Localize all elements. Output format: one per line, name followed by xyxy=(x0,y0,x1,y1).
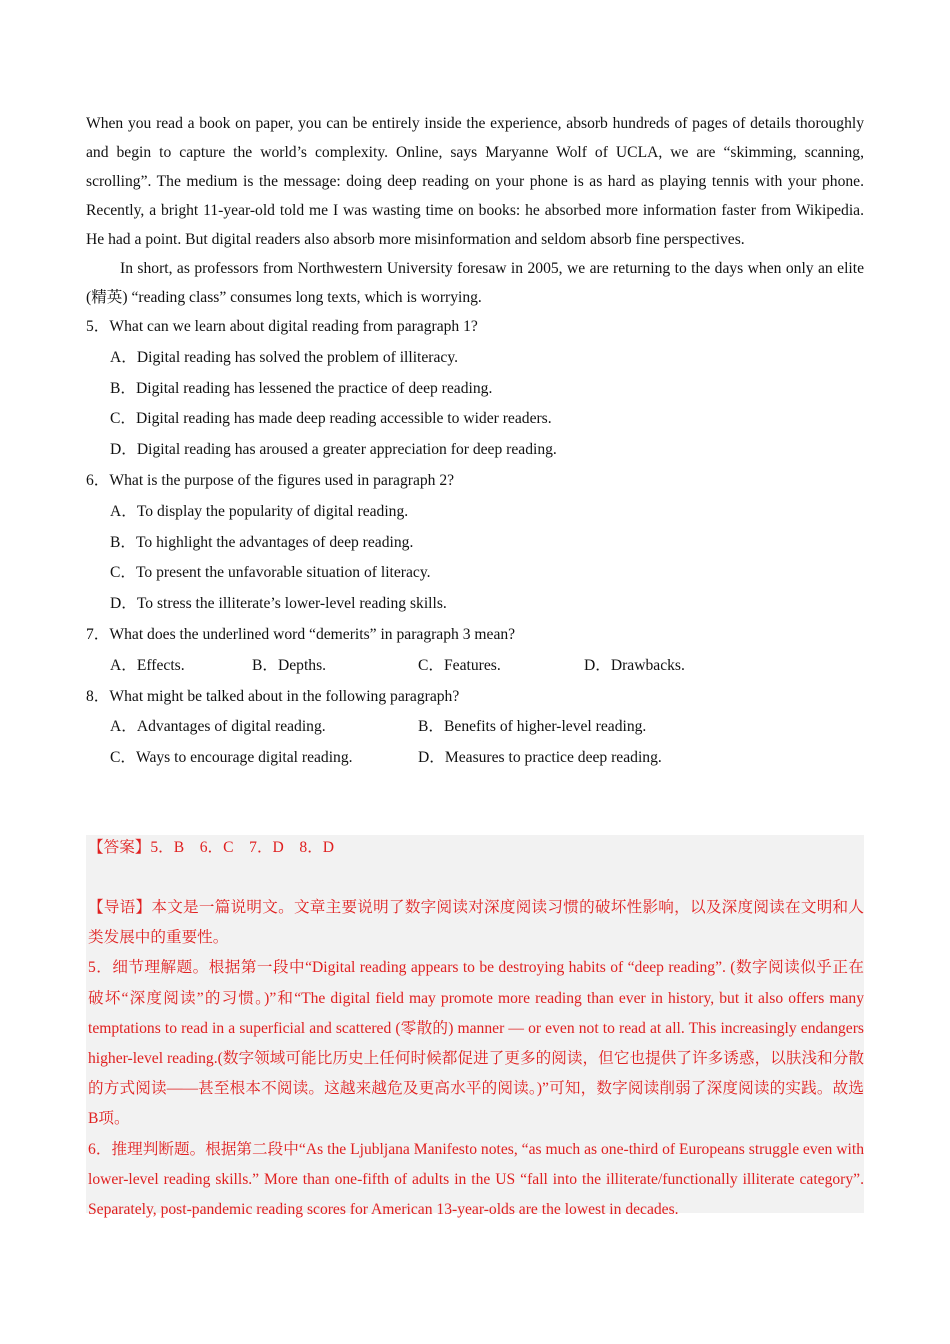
question-8 xyxy=(86,682,864,774)
question-stem: 8．What might be talked about in the following paragraph? xyxy=(86,687,460,705)
options-row xyxy=(86,712,864,743)
question-6 xyxy=(86,466,864,620)
option-d: D．Digital reading has aroused a greater appreciation for deep reading. xyxy=(110,441,557,459)
option-a: A．To display the popularity of digital reading. xyxy=(110,502,409,520)
option-c: C．To present the unfavorable situation of literacy. xyxy=(110,564,431,582)
options-row xyxy=(86,651,864,682)
option-a: A．Effects. xyxy=(110,656,185,674)
option-b: B．To highlight the advantages of deep reading. xyxy=(110,533,414,551)
option-d: D．Drawbacks. xyxy=(584,656,685,674)
paragraph-1: When you read a book on paper, you can be entirely inside the experience, absorb hundreds of pages of details thoroughly and begin to capture the world’s complexity. Online, says Maryanne Wolf of UCLA, we are “skimming, scanning, scrolling”. The medium is the message: doing deep reading on your phone is as hard as playing tennis with your phone. Recently, a bright 11-year-old told me I was wasting time on books: he absorbed more information faster from Wikipedia. He had a point. But digital readers also absorb more misinformation and seldom absorb fine perspectives. xyxy=(86,115,864,248)
option-b: B．Benefits of higher-level reading. xyxy=(418,718,647,736)
option-b: B．Depths. xyxy=(252,656,327,674)
option-a: A．Advantages of digital reading. xyxy=(110,718,326,736)
option-a: A．Digital reading has solved the problem of illiteracy. xyxy=(110,348,459,366)
explanation-5: 5．细节理解题。根据第一段中“Digital reading appears to be destroying habits of “deep reading”. (数字阅读似乎正在破坏“深度阅读”的习惯。)”和“The digital field may promote more reading than ever in history, but it also offers many temptations to read in a superficial and scattered (零散的) manner — or even not to read at all. This increasingly endangers higher-level reading.(数字领域可能比历史上任何时候都促进了更多的阅读，但它也提供了许多诱惑，以肤浅和分散的方式阅读——甚至根本不阅读。这越来越危及更高水平的阅读。)”可知，数字阅读削弱了深度阅读的实践。故选B项。 xyxy=(88,959,864,1128)
options-row xyxy=(86,743,864,774)
explanation-6: 6．推理判断题。根据第二段中“As the Ljubljana Manifesto notes, “as much as one-third of Europeans struggle even with lower-level reading skills.” More than one-fifth of adults in the US “fall into the illiterate/functionally illiterate category”. Separately, post-pandemic reading scores for American 13-year-olds are the lowest in decades. xyxy=(88,1140,864,1219)
option-d: D．To stress the illiterate’s lower-level reading skills. xyxy=(110,595,447,613)
answer-key: 【答案】5．B 6．C 7．D 8．D xyxy=(88,839,335,856)
question-7 xyxy=(86,620,864,682)
option-c: C．Features. xyxy=(418,656,501,674)
question-stem: 6．What is the purpose of the figures used in paragraph 2? xyxy=(86,471,455,489)
option-c: C．Digital reading has made deep reading accessible to wider readers. xyxy=(110,410,552,428)
guide-text: 【导语】本文是一篇说明文。文章主要说明了数字阅读对深度阅读习惯的破坏性影响，以及深度阅读在文明和人类发展中的重要性。 xyxy=(88,899,864,947)
option-b: B．Digital reading has lessened the practice of deep reading. xyxy=(110,379,493,397)
question-stem: 7．What does the underlined word “demerits” in paragraph 3 mean? xyxy=(86,625,516,643)
question-5 xyxy=(86,312,864,466)
answer-explanation-box xyxy=(86,835,864,1219)
explanations xyxy=(88,893,864,1225)
passage-and-questions xyxy=(86,109,864,774)
option-d: D．Measures to practice deep reading. xyxy=(418,749,662,767)
paragraph-2: In short, as professors from Northwestern University foresaw in 2005, we are returning to the days when only an elite (精英) “reading class” consumes long texts, which is worrying. xyxy=(86,260,864,306)
option-c: C．Ways to encourage digital reading. xyxy=(110,749,353,767)
question-stem: 5．What can we learn about digital reading from paragraph 1? xyxy=(86,318,478,335)
